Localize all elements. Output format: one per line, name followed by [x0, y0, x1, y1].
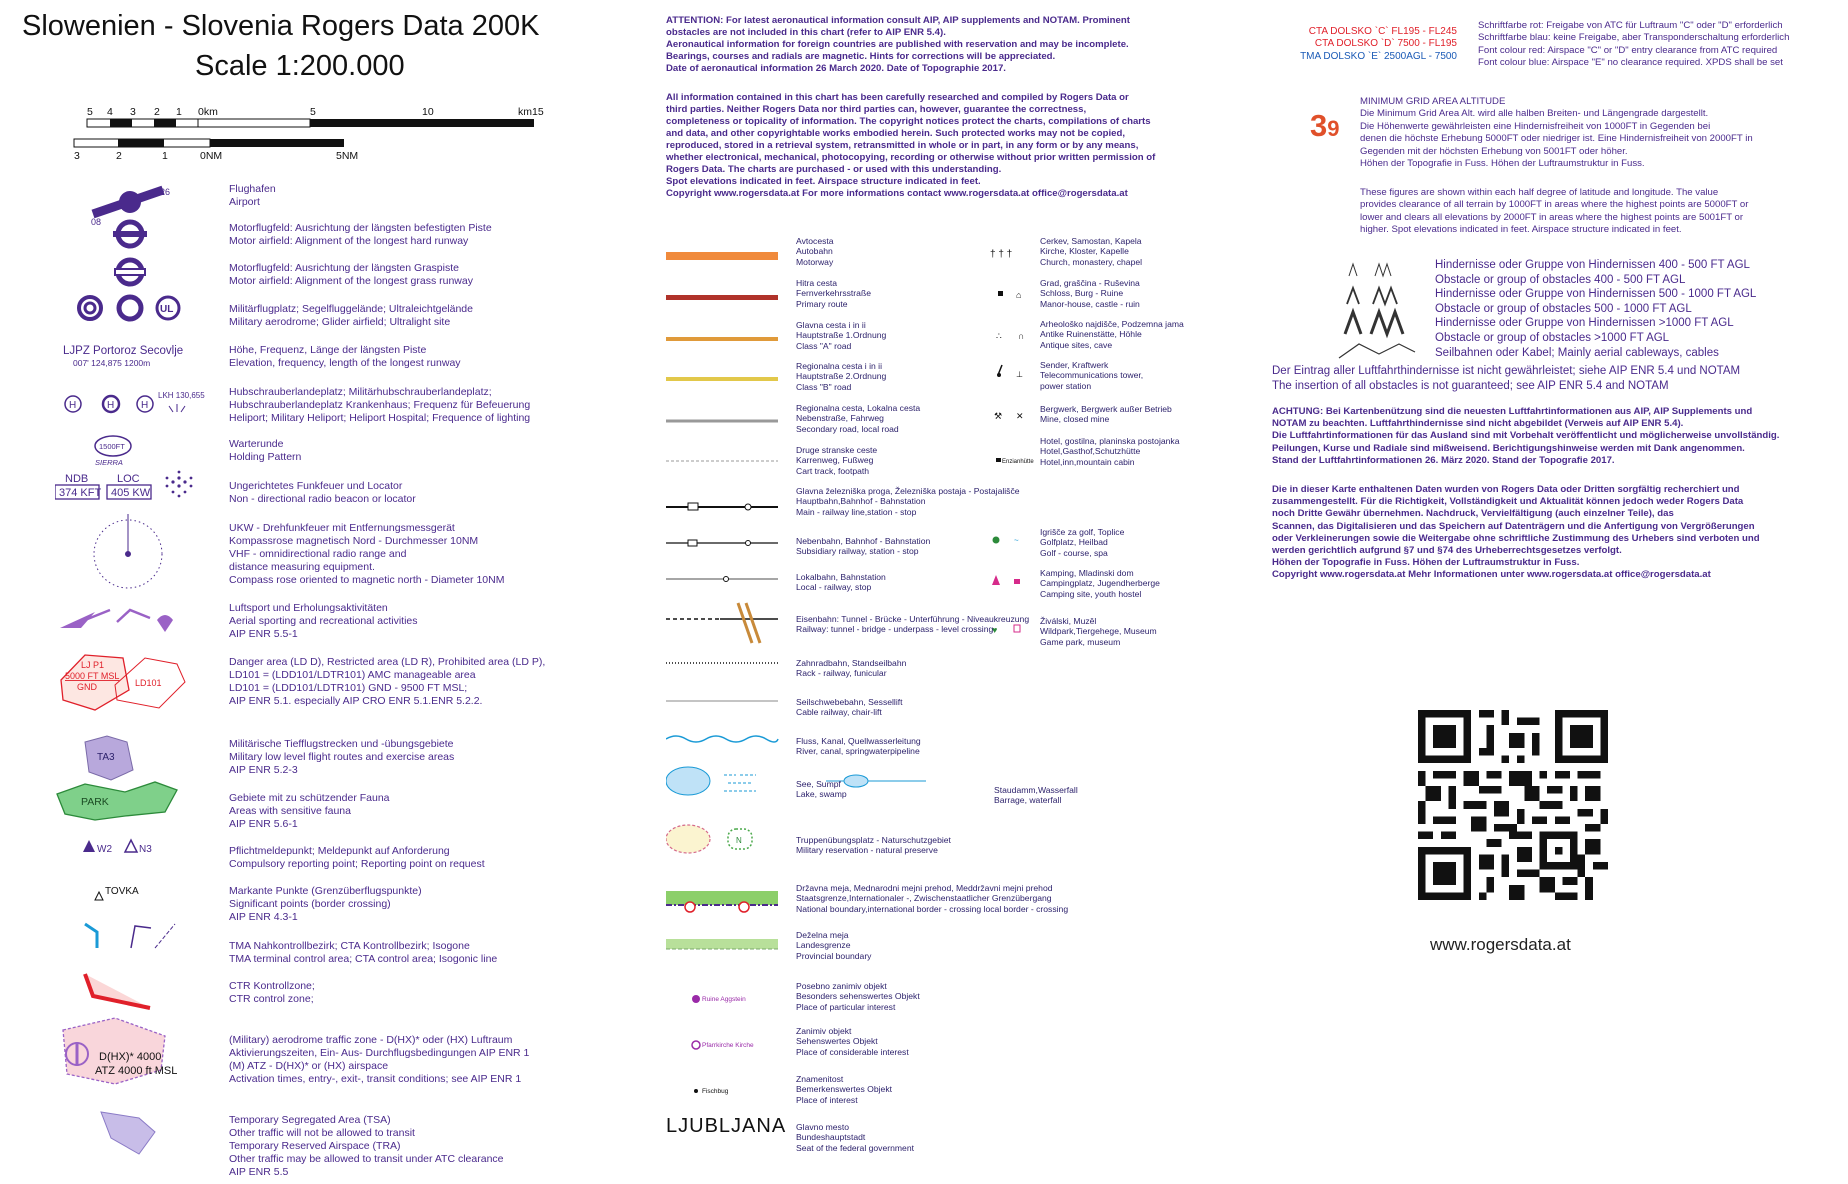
motor-airfield-grass-icon: [115, 260, 145, 284]
svg-text:W2: W2: [97, 844, 112, 855]
tsa-area-icon: [101, 1112, 155, 1154]
svg-text:GND: GND: [77, 682, 97, 692]
legend-tunnel: Eisenbahn: Tunnel - Brücke - Unterführung - Niveaukreuzung Railway: tunnel - bridge - underpass - level crossing: [796, 614, 1030, 635]
legend-capital: Glavno mesto Bundeshauptstadt Seat of the federal government: [796, 1122, 915, 1153]
class-b-line: [666, 377, 778, 381]
railway-tunnel-icon: [666, 603, 778, 643]
legend-class-b: Regionalna cesta i in ii Hauptstraße 2.Ordnung Class "B" road: [796, 361, 887, 392]
legend-golf: Igrišče za golf, Toplice Golfplatz, Heilbad Golf - course, spa: [1040, 527, 1125, 558]
svg-text:N3: N3: [139, 844, 152, 855]
km-label: 4: [107, 106, 113, 118]
svg-text:† † †: † † †: [990, 249, 1013, 260]
legend-ctr: CTR Kontrollzone; CTR control zone;: [229, 980, 315, 1005]
legend-atz: (Military) aerodrome traffic zone - D(HX)* oder (HX) Luftraum Aktivierungszeiten, Ein- Aus- Durchflugsbedingungen AIP ENR 1 (M) ATZ - D(HX)* or (HX) airspace Activation times, entry-, exit-, transit conditions; see AIP ENR 1: [229, 1034, 530, 1085]
tma-boundary-icon: [85, 924, 175, 948]
svg-text:♥: ♥: [992, 625, 998, 635]
class-a-line: [666, 337, 778, 341]
provincial-boundary-icon: [666, 939, 778, 949]
legend-heliport: Hubschrauberlandeplatz; Militärhubschrauberlandeplatz; Hubschrauberlandeplatz Krankenhaus; Frequenz für Befeuerung Heliport; Military Heliport; Heliport Hospital; Frequence of lighting: [229, 386, 531, 424]
tma-e-sample: TMA DOLSKO `E` 2500AGL - 7500: [1300, 50, 1457, 62]
km-label: 1: [176, 106, 182, 118]
obstacle-500-icon: [1347, 288, 1359, 304]
legend-rack: Zahnradbahn, Standseilbahn Rack - railway, funicular: [796, 658, 907, 679]
svg-text:LJ P1: LJ P1: [81, 660, 105, 670]
castle-icon: [998, 290, 1021, 300]
svg-text:⊥: ⊥: [1016, 370, 1023, 379]
copyright-notice: All information contained in this chart has been carefully researched and compiled by Rogers Data or third parties. Neither Rogers Data nor third parties can, however, guarantee the correctness, completeness or topicality of information. The copyright notices protect the charts, compilations of charts and data, and other copyrightable works embodied herein. Such protected works may not be copied, reproduced, stored in a retrieval system, retransmitted in whole or in part, in any form or by any means, whether electronical, mechanical, photocopying, recording or otherwise without prior written permission of Rogers Data. The charts are purchased - or used with this understanding. Spot elevations indicated in feet. Airspace structure indicated in feet. Copyright www.rogersdata.at For more informations contact www.rogersdata.at office@rogersdata.at: [666, 92, 1156, 199]
legend-military-res: Truppenübungsplatz - Naturschutzgebiet Military reservation - natural preserve: [796, 835, 951, 856]
airspace-samples: [1297, 26, 1457, 63]
scale-title: Scale 1:200.000: [195, 50, 405, 82]
antique-site-icon: [996, 331, 1024, 341]
font-colour-note: Schriftfarbe rot: Freigabe von ATC für Luftraum "C" oder "D" erforderlich Schriftfarbe blau: keine Freigabe, aber Transponderschaltung erforderlich Font colour red: Airspace "C" or "D" entry clearance from ATC required Font colour blue: Airspace "E" no clearance required. XPDS shall be set: [1478, 20, 1790, 69]
legend-vor: UKW - Drehfunkfeuer mit Entfernungsmessgerät Kompassrose magnetisch Nord - Durchmesser 10NM VHF - omnidirectional radio range and distance measuring equipment. Compass rose oriented to magnetic north - Diameter 10NM: [229, 522, 505, 586]
svg-text:~: ~: [1014, 536, 1019, 545]
svg-text:LD101: LD101: [135, 678, 162, 688]
hospital-heliport-icon: [137, 396, 153, 412]
km-label: 5: [310, 106, 316, 118]
legend-interest: Znamenitost Bemerkenswertes Objekt Place of interest: [796, 1074, 892, 1105]
legend-church: Cerkev, Samostan, Kapela Kirche, Kloster, Kapelle Church, monastery, chapel: [1040, 236, 1143, 267]
locator-icon: [107, 473, 151, 499]
significant-point-icon: [95, 886, 139, 900]
capital-name-sample: LJUBLJANA: [666, 1115, 787, 1137]
legend-cart: Druge stranske ceste Karrenweg, Fußweg Cart track, footpath: [796, 445, 878, 476]
svg-text:H: H: [107, 400, 115, 411]
legend-tower: Sender, Kraftwerk Telecommunications tower, power station: [1040, 360, 1144, 391]
danger-area-icon: [61, 655, 185, 710]
scale-bar: [70, 105, 570, 165]
legend-ndb: Ungerichtetes Funkfeuer und Locator Non - directional radio beacon or locator: [229, 480, 416, 505]
lighting-icon: [169, 404, 185, 412]
golf-icon: [993, 536, 1020, 545]
legend-considerable: Zanimiv objekt Sehenswertes Objekt Place of considerable interest: [796, 1026, 909, 1057]
svg-text:TA3: TA3: [97, 752, 115, 763]
km-label: 2: [154, 106, 160, 118]
legend-lake: See, Sumpf Lake, swamp: [796, 779, 847, 800]
km-label: 10: [422, 106, 434, 118]
particular-interest-icon: [692, 995, 746, 1003]
tower-icon: [997, 365, 1023, 379]
obstacle-400-icon: [1349, 264, 1357, 276]
military-aerodrome-icon: [79, 297, 101, 319]
national-boundary-icon: [666, 891, 778, 912]
svg-text:NDB: NDB: [65, 473, 89, 485]
nm-label: 0NM: [200, 150, 223, 162]
legend-provincial: Deželna meja Landesgrenze Provincial boundary: [796, 930, 872, 961]
km-label: km15: [518, 106, 544, 118]
svg-text:405 KW: 405 KW: [111, 487, 151, 499]
cta-c-sample: CTA DOLSKO `C` FL195 - FL245: [1308, 26, 1457, 37]
obstacle-group-400-icon: [1375, 264, 1391, 276]
holding-pattern-icon: [95, 436, 131, 467]
obstacle-symbols: [1335, 260, 1435, 360]
legend-airport: Flughafen Airport: [229, 183, 276, 208]
legend-lowflight: Militärische Tiefflugstrecken und -übungsgebiete Military low level flight routes and exercise areas AIP ENR 5.2-3: [229, 738, 455, 776]
legend-holding: Warterunde Holding Pattern: [229, 438, 302, 463]
radio-beacon-dots-icon: [166, 471, 193, 498]
legend-class-a: Glavna cesta i in ii Hauptstraße 1.Ordnung Class "A" road: [796, 320, 887, 351]
mine-icon: [994, 411, 1024, 421]
svg-text:UL: UL: [160, 304, 174, 315]
svg-text:H: H: [141, 400, 149, 411]
nm-label: 2: [116, 150, 122, 162]
svg-text:∩: ∩: [1018, 331, 1025, 341]
glider-airfield-icon: [119, 297, 141, 319]
church-icon: [990, 249, 1012, 260]
svg-text:N: N: [736, 836, 742, 845]
svg-text:Ruine Aggstein: Ruine Aggstein: [702, 996, 746, 1003]
legend-secondary: Regionalna cesta, Lokalna cesta Nebenstraße, Fahrweg Secondary road, local road: [796, 403, 921, 434]
minimum-grid-altitude-note-en: These figures are shown within each half degree of latitude and longitude. The value provides clearance of all terrain by 1000FT in areas where the highest points are 5000FT or lower and clears all elevations by 2000FT in areas where the highest points are 5001FT or higher. Spot elevations indicated in feet. Airspace structure indicated in feet.: [1360, 187, 1749, 236]
camping-icon: [992, 575, 1020, 585]
cableway-icon: [1339, 344, 1415, 358]
legend-hotel: Hotel, gostilna, planinska postojanka Hotel,Gasthof,Schutzhütte Hotel,inn,mountain cabin: [1040, 436, 1180, 467]
legend-tma: TMA Nahkontrollbezirk; CTA Kontrollbezirk; Isogone TMA terminal control area; CTA control area; Isogonic line: [229, 940, 498, 965]
svg-text:D(HX)* 4000: D(HX)* 4000: [99, 1051, 162, 1063]
legend-dam: Staudamm,Wasserfall Barrage, waterfall: [994, 785, 1078, 806]
svg-text:5000 FT MSL: 5000 FT MSL: [65, 671, 120, 681]
nm-label: 5NM: [336, 150, 359, 162]
legend-motor-grass: Motorflugfeld: Ausrichtung der längsten Graspiste Motor airfield: Alignment of the longest grass runway: [229, 262, 473, 287]
local-railway-line: [666, 577, 778, 582]
svg-text:✕: ✕: [1016, 411, 1024, 421]
legend-elevation: Höhe, Frequenz, Länge der längsten Piste Elevation, frequency, length of the longest runway: [229, 344, 461, 369]
legend-river: Fluss, Kanal, Quellwasserleitung River, canal, springwaterpipeline: [796, 736, 921, 757]
airport-name-sample: LJPZ Portoroz Secovlje: [63, 345, 184, 357]
legend-fauna: Gebiete mit zu schützender Fauna Areas with sensitive fauna AIP ENR 5.6-1: [229, 792, 390, 830]
svg-text:Pfarrkirche Kirche: Pfarrkirche Kirche: [702, 1042, 754, 1049]
legend-camping: Kamping, Mladinski dom Campingplatz, Jugendherberge Camping site, youth hostel: [1040, 568, 1160, 599]
motorway-line: [666, 252, 778, 260]
legend-localrail: Lokalbahn, Bahnstation Local - railway, stop: [796, 572, 886, 593]
page-title: Slowenien - Slovenia Rogers Data 200K: [22, 10, 540, 42]
nm-label: 1: [162, 150, 168, 162]
km-label: 0km: [198, 106, 218, 118]
legend-danger: Danger area (LD D), Restricted area (LD R), Prohibited area (LD P), LD101 = (LDD101/LDTR101) AMC manageable area LD101 = (LDD101/LDTR101) GND - 9500 FT MSL; AIP ENR 5.1. especially AIP CRO ENR 5.1.ENR 5.2.2.: [229, 656, 546, 707]
svg-text:SIERRA: SIERRA: [95, 458, 123, 467]
legend-sport: Luftsport und Erholungsaktivitäten Aerial sporting and recreational activities AIP ENR 5.5-1: [229, 602, 418, 640]
legend-motor-hard: Motorflugfeld: Ausrichtung der längsten befestigten Piste Motor airfield: Alignment of the longest hard runway: [229, 222, 492, 247]
cta-d-sample: CTA DOLSKO `D` 7500 - FL195: [1314, 38, 1457, 50]
svg-text:26: 26: [160, 187, 171, 197]
svg-text:08: 08: [91, 217, 102, 227]
legend-mainrail: Glavna železniška proga, Železniška postaja - Postajališče Hauptbahn,Bahnhof - Bahnstation Main - railway line,station - stop: [796, 486, 1020, 517]
heliport-icon: [65, 396, 81, 412]
legend-castle: Grad, graščina - Ruševina Schloss, Burg - Ruine Manor-house, castle - ruin: [1040, 278, 1140, 309]
attention-notice: ATTENTION: For latest aeronautical information consult AIP, AIP supplements and NOTAM. Prominent obstacles are not included in this chart (refer to AIP ENR 5.4). Aeronautical information for foreign countries are published with reservation and may be incomplete. Bearings, courses and radials are magnetic. Hints for corrections will be appreciated. Date of aeronautical information 26 March 2020. Date of Topographie 2017.: [666, 15, 1130, 74]
legend-mine: Bergwerk, Bergwerk außer Betrieb Mine, closed mine: [1040, 404, 1172, 425]
svg-text:H: H: [69, 400, 77, 411]
legend-primary: Hitra cesta Fernverkehrsstraße Primary route: [796, 278, 871, 309]
main-railway-line: [666, 503, 778, 510]
lighting-frequency: LKH 130,655: [158, 391, 205, 400]
svg-text:TOVKA: TOVKA: [105, 886, 139, 897]
svg-text:Enzianhütte: Enzianhütte: [1002, 459, 1034, 465]
motor-airfield-hard-icon: [113, 222, 147, 246]
place-of-interest-icon: [694, 1088, 729, 1095]
legend-military: Militärflugplatz; Segelfluggelände; Ultraleichtgelände Military aerodrome; Glider airfield; Ultralight site: [229, 303, 473, 328]
legend-cable: Seilschwebebahn, Sessellift Cable railway, chair-lift: [796, 697, 903, 718]
obstacles-legend: Hindernisse oder Gruppe von Hindernissen 400 - 500 FT AGL Obstacle or group of obstacles 400 - 500 FT AGL Hindernisse oder Gruppe von Hindernissen 500 - 1000 FT AGL Obstacle or group of obstacles 500 - 1000 FT AGL Hindernisse oder Gruppe von Hindernissen >1000 FT AGL Obstacle or group of obstacles >1000 FT AGL Seilbahnen oder Kabel; Mainly aerial cableways, cables: [1435, 259, 1757, 359]
legend-antique: Arheološko najdišče, Podzemna jama Antike Ruinenstätte, Höhle Antique sites, cave: [1040, 319, 1184, 350]
svg-text:PARK: PARK: [81, 796, 109, 808]
obstacle-1000-icon: [1345, 312, 1361, 334]
grid-altitude-hundreds: 9: [1327, 116, 1340, 141]
hotel-icon: [996, 458, 1034, 465]
considerable-interest-icon: [692, 1041, 754, 1049]
legend-tsa: Temporary Segregated Area (TSA) Other traffic will not be allowed to transit Temporary Reserved Airspace (TRA) Other traffic may be allowed to transit under ATC clearance AIP ENR 5.5: [229, 1114, 504, 1178]
website-link[interactable]: www.rogersdata.at: [1430, 935, 1571, 954]
legend-motorway: Avtocesta Autobahn Motorway: [796, 236, 834, 267]
legend-reporting: Pflichtmeldepunkt; Meldepunkt auf Anforderung Compulsory reporting point; Reporting point on request: [229, 845, 485, 870]
km-label: 3: [130, 106, 136, 118]
obstacle-group-1000-icon: [1371, 312, 1403, 334]
copyright-notice-de: Die in dieser Karte enthaltenen Daten wurden von Rogers Data oder Dritten sorgfältig recherchiert und zusammengestellt. Für die Richtigkeit, Vollständigkeit und Aktualität können jedoch weder Rogers Data noch Dritte Gewähr übernehmen. Nachdruck, Vervielfältigung (auch einzelner Teile), das Scannen, das Digitalisieren und das Speichern auf Datenträgern und die Anfertigung von Vergrößerungen oder Verkleinerungen sowie die Weitergabe ohne schriftliche Zustimmung des Urhebers sind verboten und werden gerichtlich aufgrund §7 und §74 des Urheberrechtsgesetzes verfolgt. Höhen der Topografie in Fuss. Höhen der Luftraumstruktur in Fuss. Copyright www.rogersdata.at Mehr Informationen unter www.rogersdata.at office@rogersdata.at: [1272, 484, 1760, 581]
legend-significant: Markante Punkte (Grenzüberflugspunkte) Significant points (border crossing) AIP ENR 4.3-1: [229, 885, 422, 923]
low-flight-area-icon: [85, 736, 133, 780]
grid-altitude-sample: [1310, 108, 1340, 144]
legend-game: Živálski, Muzěl Wildpark,Tiergehege, Museum Game park, museum: [1040, 616, 1157, 647]
qr-code-icon[interactable]: [1418, 710, 1608, 900]
compass-rose-icon: [94, 514, 162, 588]
legend-national: Državna meja, Mednarodni mejni prehod, Meddržavni mejni prehod Staatsgrenze,Internationaler -, Zwischenstaatlicher Grenzübergang National boundary,international border - crossing local border - crossing: [796, 883, 1069, 914]
svg-text:Fischbug: Fischbug: [702, 1088, 729, 1095]
km-label: 5: [87, 106, 93, 118]
grid-altitude-thousands: 3: [1310, 108, 1328, 143]
obstacles-note: Der Eintrag aller Luftfahrthindernisse ist nicht gewährleistet; siehe AIP ENR 5.4 und NOTAM The insertion of all obstacles is not guaranteed; see AIP ENR 5.4 and NOTAM: [1272, 365, 1741, 392]
svg-text:⌂: ⌂: [1016, 290, 1022, 300]
river-line: [666, 736, 778, 742]
reporting-point-icon: [83, 840, 152, 855]
military-reservation-icon: [666, 825, 752, 853]
svg-text:⚒: ⚒: [994, 411, 1003, 421]
svg-text:1500FT: 1500FT: [99, 442, 125, 451]
legend-particular: Posebno zanimiv objekt Besonders sehenswertes Objekt Place of particular interest: [796, 981, 920, 1012]
ctr-boundary-icon: [85, 974, 150, 1008]
minimum-grid-altitude-note: MINIMUM GRID AREA ALTITUDE Die Minimum Grid Area Alt. wird alle halben Breiten- und Längengrade dargestellt. Die Höhenwerte gewährleisten eine Hindernisfreiheit von 1000FT in Gegenden bei denen die höchste Erhebung 5000FT oder niedriger ist. Eine Hindernisfreiheit von 2000FT in Gegenden mit der höchsten Erhebung von 5001FT oder höher. Höhen der Topografie in Fuss. Höhen der Luftraumstruktur in Fuss.: [1360, 96, 1753, 170]
svg-text:ATZ 4000 ft MSL: ATZ 4000 ft MSL: [95, 1065, 178, 1077]
ultralight-icon: [157, 297, 179, 319]
military-heliport-icon: [103, 396, 119, 412]
lake-icon: [666, 767, 756, 795]
svg-text:∴: ∴: [996, 331, 1002, 341]
nm-label: 3: [74, 150, 80, 162]
primary-route-line: [666, 295, 778, 300]
aerial-sport-icon: [60, 610, 173, 632]
svg-text:LOC: LOC: [117, 473, 140, 485]
left-legend-symbols: [55, 180, 235, 1180]
airport-data-sample: 007' 124,875 1200m: [73, 358, 151, 368]
ndb-icon: [55, 473, 101, 499]
legend-subrail: Nebenbahn, Bahnhof - Bahnstation Subsidiary railway, station - stop: [796, 536, 931, 557]
atz-icon: [63, 1018, 177, 1084]
achtung-notice: ACHTUNG: Bei Kartenbenützung sind die neuesten Luftfahrtinformationen aus AIP, AIP Supplements und NOTAM zu beachten. Luftfahrthindernisse sind nicht abgebildet (Verweis auf AIP ENR 5.4). Die Luftfahrtinformationen für das Ausland sind mit Vorbehalt veröffentlicht und möglicherweise unvollständig. Peilungen, Kurse und Radiale sind mißweisend. Berichtigungshinweise werden mit Dank angenommen. Stand der Luftfahrtinformationen 26. März 2020. Stand der Topografie 2017.: [1272, 406, 1780, 466]
obstacle-group-500-icon: [1373, 288, 1397, 304]
subsidiary-railway-line: [666, 540, 778, 546]
svg-text:374 KFT: 374 KFT: [59, 487, 102, 499]
